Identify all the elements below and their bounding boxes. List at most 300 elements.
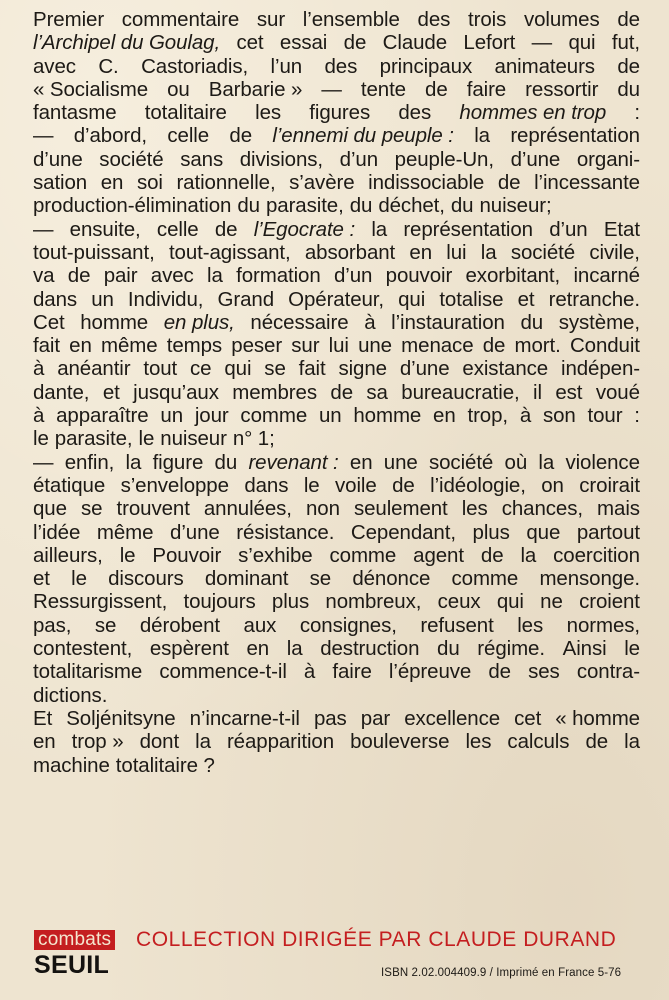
word: Etat (603, 217, 640, 241)
word: une (358, 334, 392, 358)
word: l’incessante (534, 171, 640, 195)
word: parasite, (265, 194, 344, 218)
word: partout (576, 520, 640, 544)
text-line (33, 194, 640, 217)
word: pas (313, 706, 347, 730)
word: de (214, 217, 238, 241)
word: l’ensemble (302, 8, 400, 31)
blurb-text (33, 8, 640, 777)
word: ensuite, (69, 217, 141, 241)
word: cet (514, 706, 542, 730)
word: un (91, 287, 114, 311)
word: menace (401, 334, 474, 358)
word: pouvoir (385, 264, 453, 288)
text-line (33, 567, 640, 590)
word: le (33, 427, 49, 451)
word: ses (528, 660, 560, 684)
word: dénonce (352, 567, 431, 591)
word: société (428, 450, 494, 474)
word: qui (224, 357, 252, 381)
word: le (119, 543, 136, 567)
text-line (33, 544, 640, 567)
word: on (541, 473, 564, 497)
word: se (80, 497, 103, 521)
word: voué (595, 380, 640, 404)
word: chances, (501, 497, 583, 521)
word: enfin, (64, 450, 115, 474)
word: calculs (507, 730, 570, 754)
word: bouleverse (350, 730, 450, 754)
word: le (624, 637, 640, 661)
word: même (96, 520, 154, 544)
word: contestent, (33, 637, 133, 661)
word: l’instauration (391, 310, 505, 334)
word: à (364, 310, 376, 334)
italic-title-word: l’ennemi du peuple : (272, 124, 454, 148)
word: dans (244, 473, 289, 497)
word: totalitarisme (33, 660, 143, 684)
word: du (450, 194, 474, 218)
word: lui (446, 240, 467, 264)
collection-line: COLLECTION DIRIGÉE PAR CLAUDE DURAND (136, 928, 617, 951)
word: lui (328, 334, 349, 358)
word: régime. (477, 637, 545, 661)
word: membres (232, 380, 317, 404)
word: en (349, 450, 373, 474)
word: Lefort (463, 31, 516, 55)
word: en (100, 171, 124, 195)
word: trois (468, 8, 507, 31)
word: Cet (33, 310, 65, 334)
italic-title-word: l’Egocrate : (253, 217, 356, 241)
word: temps (166, 334, 223, 358)
word: ressortir (525, 77, 599, 101)
word: Soljénitsyne (66, 706, 176, 730)
word: un (318, 404, 342, 428)
word: d’une (170, 520, 220, 544)
word: n’incarne-t-il (189, 706, 300, 730)
word: sur (256, 8, 286, 31)
word: en (69, 334, 92, 358)
word: plus (472, 520, 510, 544)
word: du (437, 637, 460, 661)
word: la (207, 264, 223, 288)
word: signe (338, 357, 387, 381)
word: société (99, 147, 164, 171)
combats-logo: combats (34, 930, 115, 950)
word: — (321, 77, 342, 101)
word: production-élimination (33, 194, 232, 218)
word: de (425, 77, 448, 101)
word: destruction (320, 637, 420, 661)
word: jour (194, 404, 229, 428)
word: fut, (611, 31, 640, 55)
word: tente (360, 77, 406, 101)
word: agent (413, 543, 464, 567)
word: les (465, 730, 492, 754)
word: et (102, 380, 120, 404)
word: pair (103, 264, 138, 288)
word: normes, (566, 613, 640, 637)
word: d’un (339, 147, 379, 171)
word: jusqu’aux (133, 380, 219, 404)
word: comme (451, 567, 519, 591)
word: et (517, 287, 535, 311)
word: étatique (33, 473, 106, 497)
word: Premier (33, 8, 105, 31)
text-line (33, 288, 640, 311)
word: : (634, 404, 640, 428)
word: ailleurs, (33, 543, 103, 567)
word: se (264, 357, 286, 381)
word: mort. (514, 334, 561, 358)
text-line (33, 684, 640, 707)
text-line (33, 171, 640, 194)
word: nécessaire (250, 310, 349, 334)
word: du (349, 194, 373, 218)
word: animateurs (494, 54, 595, 78)
word: figures (309, 101, 371, 125)
word: Pouvoir (152, 543, 222, 567)
text-line (33, 614, 640, 637)
word: même (100, 334, 158, 358)
word: la (286, 637, 303, 661)
word: faire (332, 660, 372, 684)
word: : (634, 101, 640, 125)
word: dans (33, 287, 78, 311)
word: son (542, 404, 576, 428)
word: la (371, 217, 388, 241)
word: Conduit (569, 334, 640, 358)
word: va (33, 264, 55, 288)
word: de (67, 264, 91, 288)
word: le (71, 567, 87, 591)
word: peuple-Un, (394, 147, 494, 171)
footer (0, 920, 669, 1000)
word: des (324, 54, 358, 78)
word: du (617, 77, 640, 101)
word: fait (33, 334, 60, 358)
word: comme (329, 543, 397, 567)
word: trop, (467, 404, 508, 428)
word: de (480, 543, 504, 567)
word: d’une (510, 147, 561, 171)
word: violence (565, 450, 640, 474)
word: trop » (71, 730, 124, 754)
text-line (33, 427, 640, 450)
text-line (33, 637, 640, 660)
word: déchet, (378, 194, 445, 218)
word: sation (33, 171, 88, 195)
word: société (510, 240, 576, 264)
word: fantasme (33, 101, 117, 125)
text-line (33, 311, 640, 334)
word: le (138, 427, 155, 451)
word: parasite, (54, 427, 133, 451)
word: d’abord, (73, 124, 148, 148)
word: de (343, 31, 367, 55)
word: tout-agissant, (168, 240, 291, 264)
text-line (33, 497, 640, 520)
word: est (555, 380, 583, 404)
word: absorbant (304, 240, 396, 264)
word: « Socialisme (33, 77, 149, 101)
word: bureaucratie, (401, 380, 520, 404)
word: à (33, 357, 45, 381)
word: des (398, 101, 432, 125)
text-line (33, 78, 640, 101)
word: tour (587, 404, 623, 428)
word: l’idéologie, (430, 473, 526, 497)
word: principaux (379, 54, 473, 78)
word: mensonge. (539, 567, 640, 591)
word: dont (139, 730, 180, 754)
word: à (519, 404, 532, 428)
word: de (617, 8, 640, 31)
word: l’un (270, 54, 303, 78)
word: résistance. (236, 520, 335, 544)
word: non (305, 497, 340, 521)
word: tout (143, 357, 178, 381)
word: contra- (576, 660, 640, 684)
word: que (33, 497, 67, 521)
word: d’une (33, 147, 83, 171)
word: Individu, (127, 287, 204, 311)
word: s’avère (289, 171, 355, 195)
word: refusent (420, 613, 494, 637)
word: C. (98, 54, 119, 78)
word: s’exhibe (238, 543, 313, 567)
word: dominant (204, 567, 289, 591)
word: les (461, 497, 488, 521)
word: « homme (555, 706, 640, 730)
word: de (229, 124, 253, 148)
word: d’une (399, 357, 450, 381)
word: n° 1; (232, 427, 275, 451)
text-line (33, 451, 640, 474)
word: sans (180, 147, 224, 171)
word: avec (150, 264, 194, 288)
word: la (474, 124, 490, 148)
word: Grand (217, 287, 274, 311)
word: se (94, 613, 117, 637)
word: — (33, 124, 54, 148)
text-line (33, 590, 640, 613)
word: l’épreuve (388, 660, 472, 684)
word: rationnelle, (176, 171, 276, 195)
word: exorbitant, (465, 264, 561, 288)
word: de (330, 380, 353, 404)
word: discours (108, 567, 184, 591)
word: annulées, (203, 497, 292, 521)
text-line (33, 241, 640, 264)
text-line (33, 218, 640, 241)
word: homme (353, 404, 422, 428)
text-line (33, 55, 640, 78)
word: excellence (404, 706, 501, 730)
word: Opérateur, (288, 287, 384, 311)
word: pas, (33, 613, 72, 637)
word: civile, (589, 240, 640, 264)
text-line (33, 31, 640, 54)
word: totalitaire ? (115, 753, 215, 777)
word: du (520, 310, 544, 334)
word: d’un (333, 264, 373, 288)
word: la (125, 450, 142, 474)
word: de (482, 334, 506, 358)
text-line (33, 404, 640, 427)
word: cet (236, 31, 264, 55)
word: en (246, 637, 270, 661)
word: qui (496, 590, 524, 614)
word: apparaître (56, 404, 149, 428)
word: dérobent (139, 613, 221, 637)
word: la (480, 240, 497, 264)
word: — (531, 31, 553, 55)
text-line (33, 124, 640, 147)
word: coercition (553, 543, 640, 567)
text-line (33, 660, 640, 683)
word: indépen- (560, 357, 640, 381)
word: avec (33, 54, 76, 78)
word: en (433, 404, 456, 428)
word: ceux (437, 590, 481, 614)
word: faire (466, 77, 507, 101)
word: sur (291, 334, 320, 358)
word: du (214, 450, 238, 474)
word: qui (568, 31, 596, 55)
word: en (409, 240, 433, 264)
word: soi (136, 171, 163, 195)
word: par (360, 706, 391, 730)
word: espèrent (149, 637, 229, 661)
word: essai (279, 31, 328, 55)
text-line (33, 730, 640, 753)
word: dictions. (33, 683, 108, 707)
word: volumes (523, 8, 600, 31)
word: indissociable (368, 171, 485, 195)
word: il (533, 380, 542, 404)
word: que (526, 520, 561, 544)
word: incarné (573, 264, 640, 288)
word: système, (558, 310, 640, 334)
word: un (160, 404, 183, 428)
word: des (417, 8, 451, 31)
word: la (520, 543, 537, 567)
word: les (255, 101, 282, 125)
word: totalise (439, 287, 504, 311)
word: Cependant, (350, 520, 456, 544)
word: ce (190, 357, 212, 381)
word: retranche. (548, 287, 640, 311)
word: de (488, 660, 511, 684)
word: Ressurgissent, (33, 590, 168, 614)
word: réapparition (226, 730, 335, 754)
word: — (33, 450, 54, 474)
word: voile (335, 473, 377, 497)
word: existance (462, 357, 549, 381)
word: anéantir (57, 357, 131, 381)
word: nuiseur; (479, 194, 552, 218)
word: celle (167, 124, 210, 148)
word: consignes, (299, 613, 397, 637)
italic-title-word: en plus, (163, 310, 235, 334)
word: la (538, 450, 555, 474)
word: figure (152, 450, 204, 474)
word: Et (33, 706, 53, 730)
word: Castoriadis, (141, 54, 249, 78)
text-line (33, 521, 640, 544)
text-line (33, 754, 640, 777)
word: une (383, 450, 418, 474)
word: dante, (33, 380, 90, 404)
word: du (237, 194, 260, 218)
word: seulement (353, 497, 448, 521)
word: de (392, 473, 415, 497)
word: trouvent (116, 497, 190, 521)
word: à (33, 404, 45, 428)
word: sa (366, 380, 388, 404)
word: s’enveloppe (120, 473, 229, 497)
word: l’idée (33, 520, 81, 544)
word: la (624, 730, 640, 754)
text-line (33, 474, 640, 497)
text-line (33, 707, 640, 730)
word: de (497, 171, 521, 195)
word: la (195, 730, 211, 754)
word: et (33, 567, 50, 591)
italic-title-word: hommes en trop (459, 101, 607, 125)
word: les (517, 613, 544, 637)
word: représentation (403, 217, 533, 241)
word: le (303, 473, 320, 497)
word: machine (33, 753, 110, 777)
seuil-logo: SEUIL (34, 951, 110, 979)
word: où (504, 450, 528, 474)
word: divisions, (239, 147, 324, 171)
word: commentaire (121, 8, 240, 31)
word: croient (579, 590, 640, 614)
word: Barbarie » (208, 77, 303, 101)
word: ou (167, 77, 190, 101)
word: de (617, 54, 640, 78)
word: fait (298, 357, 326, 381)
text-line (33, 8, 640, 31)
italic-title-word: revenant : (248, 450, 339, 474)
word: Claude (382, 31, 448, 55)
word: — (33, 217, 54, 241)
text-line (33, 357, 640, 380)
word: Ainsi (562, 637, 607, 661)
word: organi- (576, 147, 640, 171)
word: comme (240, 404, 308, 428)
word: plus (271, 590, 310, 614)
word: nuiseur (160, 427, 227, 451)
word: qui (398, 287, 426, 311)
word: d’un (549, 217, 588, 241)
word: totalitaire (144, 101, 227, 125)
word: toujours (183, 590, 256, 614)
word: celle (156, 217, 199, 241)
text-line (33, 334, 640, 357)
italic-title-word: l’Archipel du Goulag, (33, 31, 221, 55)
word: en (33, 730, 56, 754)
isbn-line: ISBN 2.02.004409.9 / Imprimé en France 5-76 (381, 967, 622, 979)
text-line (33, 264, 640, 287)
word: formation (236, 264, 321, 288)
word: à (303, 660, 316, 684)
word: aux (243, 613, 277, 637)
